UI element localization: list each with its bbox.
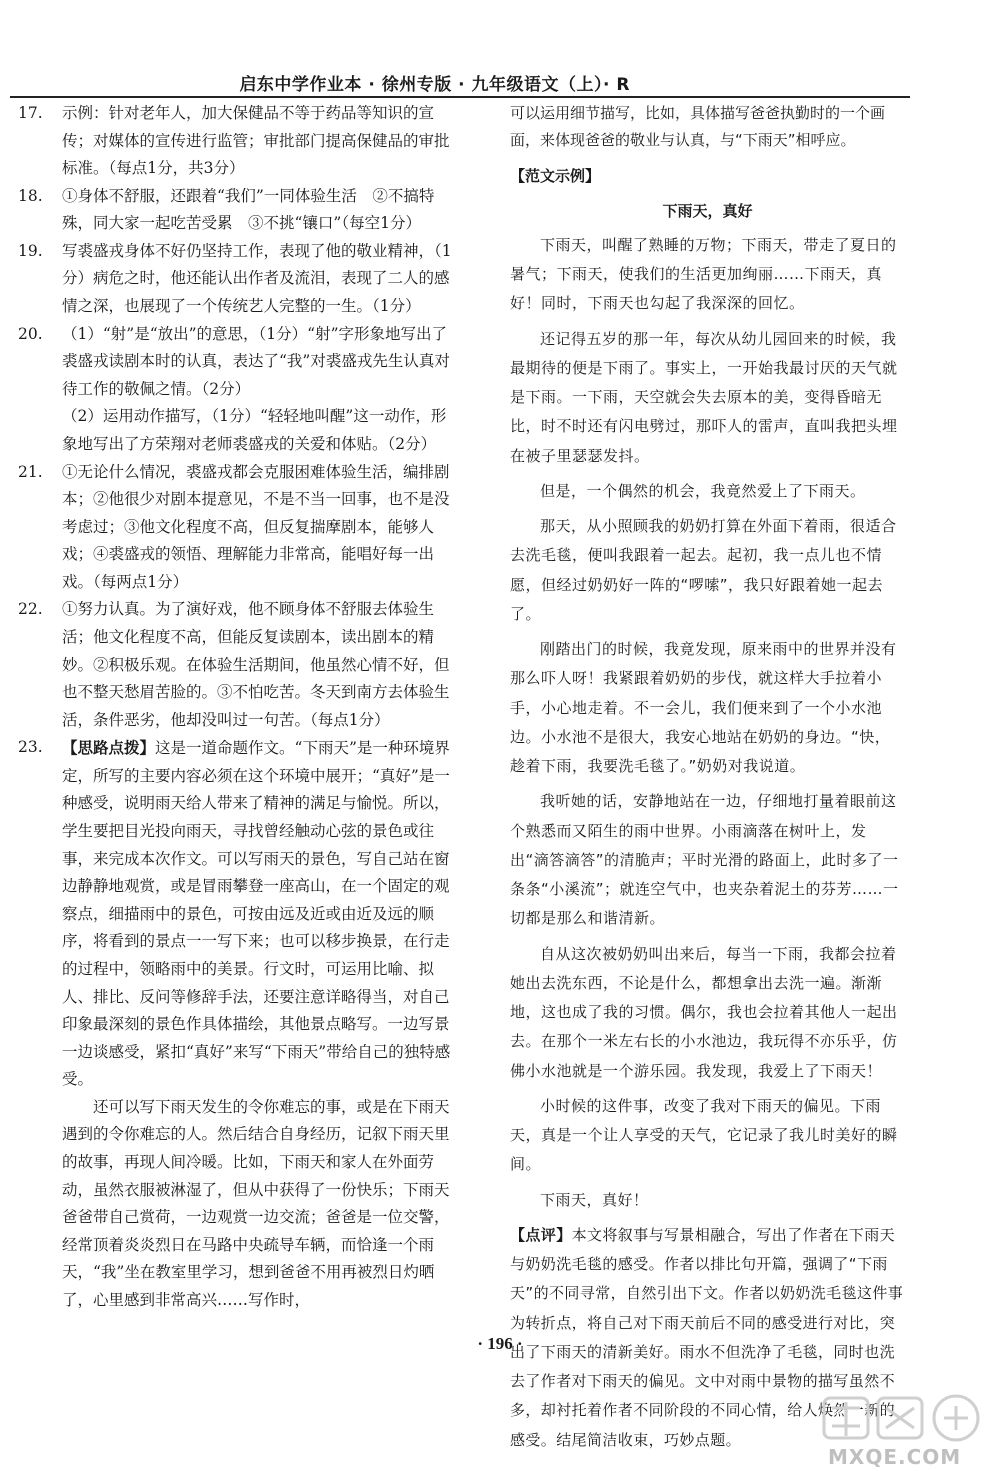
book-title: 启东中学作业本 · 徐州专版 · 九年级语文（上）· R: [239, 75, 630, 95]
watermark-stroke: [944, 1406, 968, 1430]
review-text: 本文将叙事与写景相融合，写出了作者在下雨天与奶奶洗毛毯的感受。作者以排比句开篇，强调了“下雨天”的不同寻常，自然引出下文。作者以奶奶洗毛毯这件事为转折点，将自己对下雨天前后不同的感受进行对比，突出了下雨天的清新美好。雨水不但洗净了毛毯，同时也洗去了作者对下雨天的偏见。文中对雨中景物的描写虽然不多，却衬托着作者不同阶段的不同心情，给人焕然一新的感受。结尾简洁收束，巧妙点题。: [510, 1225, 904, 1449]
question-number: 22.: [18, 600, 43, 619]
right-column: [510, 100, 905, 1455]
answer-body: [62, 321, 460, 459]
essay-paragraph: 自从这次被奶奶叫出来后，每当一下雨，我都会拉着她出去洗东西，不论是什么，都想拿出去洗一遍。渐渐地，这也成了我的习惯。偶尔，我也会拉着其他人一起出去。在那个一米左右长的小水池边，我玩得不亦乐乎，仿佛小水池就是一个游乐园。我发现，我爱上了下雨天！: [510, 944, 898, 1080]
left-column: [18, 100, 460, 1314]
answer-part-1: （1）“射”是“放出”的意思，（1分）“射”字形象地写出了裘盛戎读剧本时的认真，表达了“我”对裘盛戎先生认真对待工作的敬佩之情。（2分）: [62, 324, 450, 398]
question-number: 17.: [18, 104, 43, 122]
essay-paragraph: 刚踏出门的时候，我竟发现，原来雨中的世界并没有那么吓人呀！我紧跟着奶奶的步伐，就这样大手拉着小手，小心地走着。不一会儿，我们便来到了一个小水池边。小水池不是很大，我安心地站在奶奶的身边。“快，趁着下雨，我要洗毛毯了。”奶奶对我说道。: [510, 640, 897, 775]
question-18: [18, 183, 460, 238]
essay-paragraph: 我听她的话，安静地站在一边，仔细地打量着眼前这个熟悉而又陌生的雨中世界。小雨滴落在树叶上，发出“滴答滴答”的清脆声；平时光滑的路面上，此时多了一条条“小溪流”；就连空气中，也夹杂着泥土的芬芳……一切都是那么和谐清新。: [510, 792, 899, 928]
watermark-text: MXQE.COM: [828, 1445, 962, 1469]
guidance-continuation: 可以运用细节描写，比如，具体描写爸爸执勤时的一个画面，来体现爸爸的敬业与认真，与“下雨天”相呼应。: [510, 104, 886, 149]
answer-text: 示例：针对老年人，加大保健品不等于药品等知识的宣传；对媒体的宣传进行监管；审批部门提高保健品的审批标准。（每点1分，共3分）: [62, 104, 450, 178]
essay-paragraph: 下雨天，叫醒了熟睡的万物；下雨天，带走了夏日的暑气；下雨天，使我们的生活更加绚丽……下雨天，真好！同时，下雨天也勾起了我深深的回忆。: [510, 235, 897, 313]
writing-guidance-para-1: [62, 734, 460, 1094]
page-number: · 196 ·: [477, 1334, 523, 1353]
question-number: 19.: [18, 241, 43, 260]
essay-paragraph: 那天，从小照顾我的奶奶打算在外面下着雨，很适合去洗毛毯，便叫我跟着一起去。起初，我一点儿也不情愿，但经过奶奶好一阵的“啰嗦”，我只好跟着她一起去了。: [510, 517, 897, 623]
page-header: [0, 70, 1000, 100]
question-20: [18, 321, 460, 459]
guidance-label: 【思路点拨】: [62, 738, 156, 758]
question-number: 20.: [18, 324, 43, 343]
question-23: [18, 734, 460, 1314]
sample-essay-label: 【范文示例】: [510, 167, 601, 186]
review-label: 【点评】: [510, 1225, 572, 1244]
question-number: 23.: [18, 738, 43, 757]
essay-title: 下雨天，真好: [662, 202, 753, 221]
essay-paragraph: 下雨天，真好！: [540, 1190, 649, 1209]
essay-paragraph: 但是，一个偶然的机会，我竟然爱上了下雨天。: [540, 481, 866, 500]
question-number: 18.: [18, 186, 43, 205]
question-17: [18, 100, 460, 183]
guidance-text: 这是一道命题作文。“下雨天”是一种环境界定，所写的主要内容必须在这个环境中展开；“真好”是一种感受，说明雨天给人带来了精神的满足与愉悦。所以，学生要把目光投向雨天，寻找曾经触动心弦的景色或往事，来完成本次作文。可以写雨天的景色，写自己站在窗边静静地观赏，或是冒雨攀登一座高山，在一个固定的观察点，细描雨中的景色，可按由远及近或由近及远的顺序，将看到的景点一一写下来；也可以移步换景，在行走的过程中，领略雨中的美景。行文时，可运用比喻、拟人、排比、反问等修辞手法，还要注意详略得当，对自己印象最深刻的景色作具体描绘，其他景点略写。一边写景一边谈感受，紧扣“真好”来写“下雨天”带给自己的独特感受。: [62, 739, 451, 1089]
watermark-stroke: [832, 1402, 860, 1436]
question-number: 21.: [18, 462, 43, 481]
answer-text: ①身体不舒服，还跟着“我们”一同体验生活 ②不搞特殊，同大家一起吃苦受累 ③不挑“镶口”（每空1分）: [62, 186, 435, 233]
question-21: [18, 459, 460, 597]
header-rule: [10, 96, 910, 98]
essay-paragraph: 小时候的这件事，改变了我对下雨天的偏见。下雨天，真是一个让人享受的天气，它记录了我儿时美好的瞬间。: [510, 1096, 898, 1174]
watermark-stroke: [886, 1408, 914, 1428]
answer-text: ①无论什么情况，裘盛戎都会克服困难体验生活，编排剧本；②他很少对剧本提意见，不是不当一回事，也不是没考虑过；③他文化程度不高，但反复揣摩剧本，能够人戏；④裘盛戎的领悟、理解能力非常高，能唱好每一出戏。（每两点1分）: [62, 462, 450, 591]
sample-essay: [510, 231, 905, 1215]
writing-guidance-para-2: 还可以写下雨天发生的令你难忘的事，或是在下雨天遇到的令你难忘的人。然后结合自身经历，记叙下雨天里的故事，再现人间冷暖。比如，下雨天和家人在外面劳动，虽然衣服被淋湿了，但从中获得了一份快乐；下雨天爸爸带自己赏荷，一边观赏一边交流；爸爸是一位交警，经常顶着炎炎烈日在马路中央疏导车辆，而恰逢一个雨天，“我”坐在教室里学习，想到爸爸不用再被烈日灼晒了，心里感到非常高兴……写作时，: [62, 1097, 450, 1309]
answer-text: 写裘盛戎身体不好仍坚持工作，表现了他的敬业精神，（1分）病危之时，他还能认出作者及流泪，表现了二人的感情之深，也展现了一个传统艺人完整的一生。（1分）: [62, 241, 452, 316]
answer-body: [62, 734, 460, 1314]
question-19: [18, 238, 460, 321]
question-22: [18, 596, 460, 734]
answer-part-2: （2）运用动作描写，（1分）“轻轻地叫醒”这一动作，形象地写出了方荣翔对老师裘盛戎的关爱和体贴。（2分）: [62, 407, 447, 453]
answer-text: ①努力认真。为了演好戏，他不顾身体不舒服去体验生活；他文化程度不高，但能反复读剧本，读出剧本的精妙。②积极乐观。在体验生活期间，他虽然心情不好，但也不整天愁眉苦脸的。③不怕吃苦。冬天到南方去体验生活，条件恶劣，他却没叫过一句苦。（每点1分）: [62, 600, 450, 729]
essay-paragraph: 还记得五岁的那一年，每次从幼儿园回来的时候，我最期待的便是下雨了。事实上，一开始我最讨厌的天气就是下雨。一下雨，天空就会失去原本的美，变得昏暗无比，时不时还有闪电劈过，那吓人的雷声，直叫我把头埋在被子里瑟瑟发抖。: [510, 329, 898, 465]
